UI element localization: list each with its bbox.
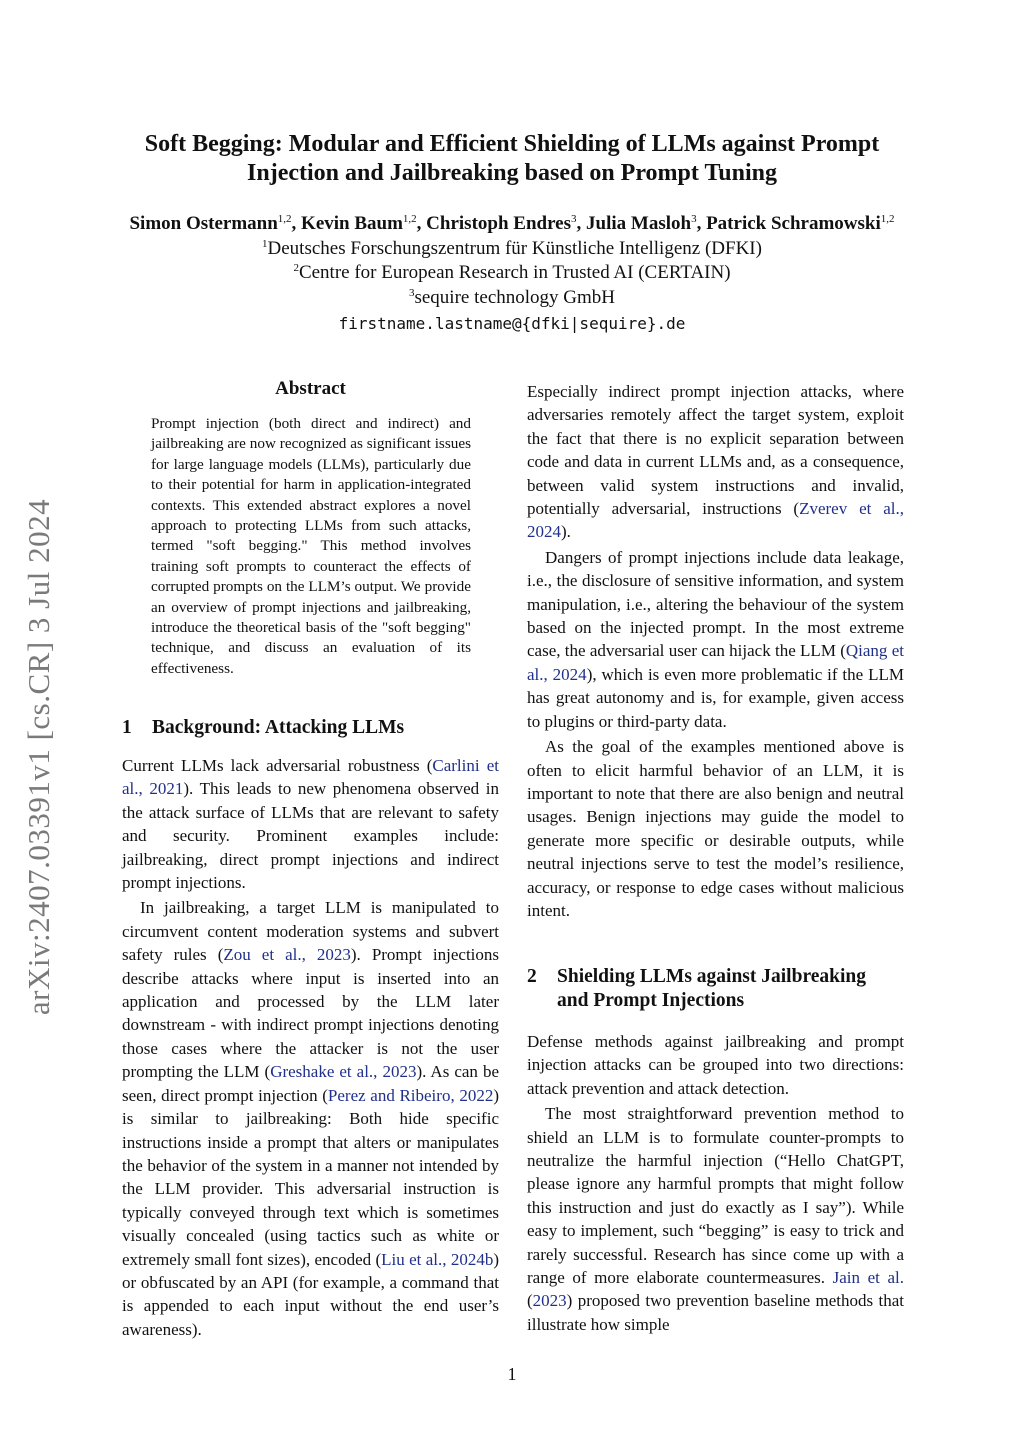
affiliation-3-text: sequire technology GmbH	[414, 287, 615, 308]
affiliation-1-text: Deutsches Forschungszentrum für Künstliche Intelligenz (DFKI)	[267, 238, 762, 259]
author-affiliation-sup: 3	[571, 213, 577, 225]
paragraph-text: ). Prompt injections describe attacks where input is inserted into an application and processed by the LLM later downstream - with indirect prompt injections denoting those cases where the attacker is not the user prompting the LLM (	[122, 945, 500, 1082]
section-2-title-line-2: and Prompt Injections	[557, 990, 745, 1011]
citation-link[interactable]: Greshake et al., 2023	[270, 1062, 417, 1082]
arxiv-identifier	[16, 474, 62, 1040]
citation-link[interactable]: Liu et al., 2024b	[381, 1249, 494, 1269]
abstract-text: Prompt injection (both direct and indirect) and jailbreaking are now recognized as significant issues for large language models (LLMs), particularly due to their potential for harm in application-integrated contexts. This extended abstract explores a novel approach to protecting LLMs from such attacks, termed "soft begging." This method involves training soft prompts to counteract the effects of corrupted prompts on the LLM’s output. We provide an overview of prompt injections and jailbreaking, introduce the theoretical basis of the "soft begging" technique, and discuss an evaluation of its effectiveness.	[151, 415, 471, 677]
author-affiliation-sup: 1,2	[277, 213, 292, 225]
paragraph-text: ) proposed two prevention baseline methods that illustrate how simple	[527, 1291, 904, 1334]
author-email: firstname.lastname@{dfki|sequire}.de	[338, 314, 686, 333]
paragraph-text: ). As can be seen, direct prompt injection (	[122, 1062, 499, 1105]
paragraph-text: ) or obfuscated by an API (for example, a command that is appended to each input without the end user’s awareness).	[122, 1249, 499, 1339]
paragraph-text: ) is similar to jailbreaking: Both hide specific instructions inside a prompt that alters or manipulates the behavior of the system in a manner not intended by the LLM provider. This adversarial instruction is typically conveyed through text which is sometimes visually concealed (using tactics such as white or extremely small font sizes), encoded (	[122, 1085, 499, 1269]
author-affiliation-sup: 3	[691, 213, 697, 225]
paragraph	[122, 896, 499, 1341]
title-line-2: Injection and Jailbreaking based on Prompt Tuning	[247, 160, 777, 186]
abstract-body	[151, 414, 471, 679]
paragraph	[527, 1102, 904, 1336]
paragraph-text: The most straightforward prevention method to shield an LLM is to formulate counter-prompts to neutralize the harmful injection (“Hello ChatGPT, please ignore any harmful prompts that might follow this instruction and just do exactly as I say”). While easy to implement, such “begging” is easy to trick and rarely successful. Research has since come up with a range of more elaborate countermeasures.	[527, 1104, 904, 1288]
author-name: Christoph Endres	[426, 213, 572, 234]
affiliation-1	[60, 237, 964, 261]
citation-link[interactable]: 2023	[532, 1291, 567, 1311]
citation-link[interactable]: Carlini et al., 2021	[122, 756, 500, 799]
author-separator: ,	[291, 213, 302, 234]
author-separator: ,	[416, 213, 427, 234]
section-1-number: 1	[122, 717, 132, 738]
author-name: Patrick Schramowski	[706, 213, 881, 234]
citation-link[interactable]: Perez and Ribeiro, 2022	[327, 1085, 494, 1105]
paragraph	[527, 735, 904, 922]
author-separator: ,	[696, 213, 707, 234]
affiliation-3	[60, 286, 964, 310]
citation-link[interactable]: Zverev et al., 2024	[527, 499, 904, 542]
citation-link[interactable]: Zou et al., 2023	[223, 945, 351, 965]
paragraph	[527, 380, 904, 544]
author-affiliation-sup: 1,2	[880, 213, 895, 225]
paper-title	[60, 130, 964, 188]
paragraph-text: ). This leads to new phenomena observed in the attack surface of LLMs that are relevant to safety and security. Prominent examples include: jailbreaking, direct prompt injections and indirect prompt injections.	[122, 779, 499, 893]
paragraph-text: Dangers of prompt injections include data leakage, i.e., the disclosure of sensitive information, and system manipulation, i.e., altering the behaviour of the system based on the injected prompt. In the most extreme case, the adversarial user can hijack the LLM (	[527, 547, 904, 661]
affiliation-2	[60, 261, 964, 285]
paragraph-text: Especially indirect prompt injection attacks, where adversaries remotely affect the target system, exploit the fact that there is no explicit separation between code and data in current LLMs and, as a consequence, between valid system instructions and invalid, potentially adversarial, instructions (	[527, 382, 904, 519]
paragraph	[527, 1030, 904, 1100]
section-2-body	[527, 1030, 904, 1336]
section-2-heading	[527, 965, 907, 1013]
citation-link[interactable]: Qiang et al., 2024	[527, 641, 904, 684]
author-name: Simon Ostermann	[129, 213, 278, 234]
paragraph-text: As the goal of the examples mentioned above is often to elicit harmful behavior of an LLM, it is important to note that there are also benign and neutral usages. Benign injections may guide the model to generate more specific or desirable outputs, while neutral injections serve to test the model’s resilience, accuracy, or response to edge cases without malicious intent.	[527, 737, 904, 920]
paragraph-text: In jailbreaking, a target LLM is manipulated to circumvent content moderation systems and subvert safety rules (	[122, 898, 499, 965]
section-2-title-line-1: Shielding LLMs against Jailbreaking	[557, 966, 867, 987]
author-list	[40, 212, 984, 236]
author-affiliation-sup: 1,2	[402, 213, 417, 225]
left-column-body	[122, 754, 499, 1341]
paragraph-text: ), which is even more problematic if the LLM has great autonomy and is, for example, given access to plugins or third-party data.	[527, 664, 904, 731]
author-separator: ,	[576, 213, 587, 234]
paragraph-text: (	[527, 1291, 533, 1311]
paragraph	[122, 754, 499, 894]
paragraph-text: Defense methods against jailbreaking and prompt injection attacks can be grouped into two directions: attack prevention and attack detection.	[527, 1032, 904, 1098]
affiliation-3-sup: 3	[408, 287, 415, 299]
affiliation-2-text: Centre for European Research in Trusted AI (CERTAIN)	[298, 262, 731, 283]
page-number: 1	[507, 1364, 517, 1384]
section-2-number: 2	[527, 966, 537, 987]
title-line-1: Soft Begging: Modular and Efficient Shielding of LLMs against Prompt	[144, 131, 880, 157]
citation-link[interactable]: Jain et al.	[832, 1268, 905, 1288]
affiliation-1-sup: 1	[262, 238, 268, 250]
arxiv-id-text: arXiv:2407.03391v1 [cs.CR] 3 Jul 2024	[21, 498, 56, 1016]
author-name: Kevin Baum	[301, 213, 403, 234]
right-column-body	[527, 380, 904, 922]
section-1-heading	[122, 716, 404, 740]
affiliation-2-sup: 2	[293, 262, 299, 274]
abstract-heading: Abstract	[275, 378, 346, 399]
paragraph	[527, 546, 904, 733]
author-name: Julia Masloh	[586, 213, 692, 234]
paragraph-text: ).	[561, 522, 571, 542]
section-1-title: Background: Attacking LLMs	[152, 717, 405, 738]
paragraph-text: Current LLMs lack adversarial robustness (	[122, 756, 433, 775]
